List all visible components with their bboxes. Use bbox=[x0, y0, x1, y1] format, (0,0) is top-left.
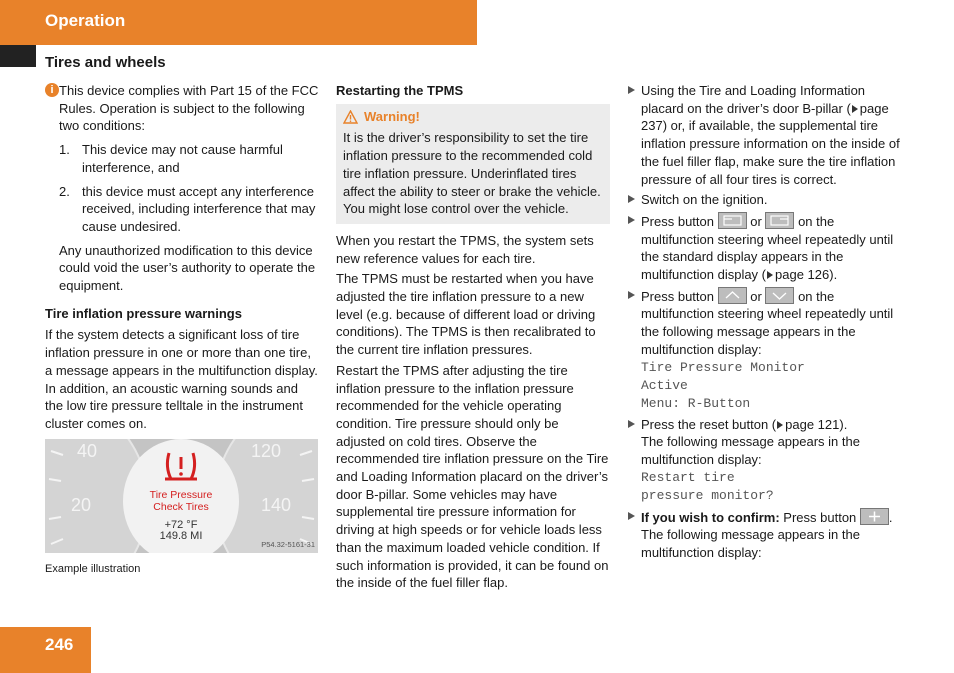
step-text: on the multifunction steering wheel repeatedly until the following message appears in the multifunction display: bbox=[641, 288, 894, 357]
display-message-block bbox=[641, 359, 902, 413]
restart-heading: Restarting the TPMS bbox=[336, 83, 464, 98]
list-item-number: 2. bbox=[59, 183, 70, 199]
warning-title: Warning! bbox=[364, 108, 420, 124]
column-right bbox=[627, 82, 902, 565]
step-text: Press button bbox=[641, 288, 714, 304]
step-text: Using the Tire and Loading Information placard on the driver’s door B-pillar ( bbox=[641, 83, 866, 116]
warning-triangle-icon bbox=[343, 110, 358, 124]
page-number: 246 bbox=[45, 635, 74, 654]
section-marker bbox=[0, 45, 36, 67]
gauge-label: 20 bbox=[71, 494, 92, 515]
list-item-number: 1. bbox=[59, 142, 70, 158]
illustration-caption: Example illustration bbox=[45, 562, 141, 575]
confirm-row bbox=[860, 508, 893, 527]
restart-para-3: Restart the TPMS after adjusting the tire inflation pressure to the inflation pressure recommended for the vehicle operating condition. Tire pressure should only be adjusted on cold tires. Observe the recommended tire inflation pressure on the Tire and Loading Information placard on the driver’s door B-pillar. Some vehicles may have supplemental tire pressure information for driving at high speeds or for vehicle loads less than the maximum loaded vehicle condition. If such information is provided, it can be found on the inside of the fuel filler flap. bbox=[336, 362, 609, 591]
step-text: . bbox=[888, 509, 893, 525]
display-line: Tire Pressure Monitor bbox=[641, 359, 805, 375]
bullet-arrow-icon bbox=[628, 512, 635, 520]
page-ref-arrow-icon bbox=[767, 271, 773, 279]
step-text: Press button bbox=[783, 509, 857, 525]
section-title: Tires and wheels bbox=[45, 54, 166, 71]
step-text: Press button bbox=[641, 213, 714, 229]
page-ref-arrow-icon bbox=[852, 105, 858, 113]
display-line: pressure monitor? bbox=[641, 487, 774, 503]
step-text: ). bbox=[829, 267, 838, 283]
info-outro: Any unauthorized modification to this device could void the user’s authority to operate the equipment. bbox=[59, 242, 316, 294]
display-message-line2: Check Tires bbox=[153, 500, 209, 513]
step-tpms-menu bbox=[627, 287, 902, 413]
warnings-paragraph: If the system detects a significant loss of tire inflation pressure in one or more than one tire, a message appears in the multifunction display. In addition, an acoustic warning sounds and the low tire pressure telltale in the instrument cluster comes on. bbox=[45, 327, 318, 431]
list-item bbox=[59, 183, 319, 236]
plus-button-icon bbox=[860, 508, 889, 525]
step-text: Press the reset button ( bbox=[641, 416, 777, 432]
mileage-readout: 149.8 MI bbox=[159, 529, 203, 542]
info-icon: i bbox=[45, 83, 59, 97]
page-ref-link[interactable]: page 121 bbox=[785, 416, 840, 432]
gauge-label: 140 bbox=[261, 494, 292, 515]
warning-title-row bbox=[343, 108, 604, 126]
step-check-pressure bbox=[627, 82, 902, 188]
warning-text: It is the driver’s responsibility to set the tire inflation pressure to the recommended cold tire inflation pressure. Underinflated tires affect the ability to steer or brake the vehicle. You might lose control over the vehicle. bbox=[343, 130, 601, 217]
step-text: Switch on the ignition. bbox=[641, 192, 768, 208]
column-middle bbox=[336, 82, 610, 595]
column-left bbox=[45, 82, 319, 578]
page-ref-link[interactable]: page 126 bbox=[775, 267, 830, 283]
step-reset-button bbox=[627, 416, 902, 505]
restart-para-1: When you restart the TPMS, the system sets new reference values for each tire. bbox=[336, 232, 594, 266]
step-text: or bbox=[750, 213, 762, 229]
restart-para-2: The TPMS must be restarted when you have adjusted the tire inflation pressure to a new level (e.g. because of different load or driving conditions). The TPMS is then recalibrated to the current tire inflation pressures. bbox=[336, 271, 596, 358]
subheading-warnings: Tire inflation pressure warnings bbox=[45, 305, 242, 321]
step-standard-display bbox=[627, 212, 902, 284]
warning-box bbox=[336, 104, 610, 224]
step-follow-text: The following message appears in the multifunction display: bbox=[641, 527, 860, 561]
previous-display-button-icon bbox=[765, 212, 794, 229]
list-item-text: this device must accept any interference received, including interference that may cause undesired. bbox=[82, 183, 316, 234]
bullet-arrow-icon bbox=[628, 195, 635, 203]
scroll-down-button-icon bbox=[765, 287, 794, 304]
step-bold-text: If you wish to confirm: bbox=[641, 509, 780, 525]
step-text: or bbox=[750, 288, 762, 304]
instrument-cluster-illustration bbox=[45, 439, 318, 553]
display-line: Restart tire bbox=[641, 469, 735, 485]
page-ref-link[interactable]: page 237 bbox=[641, 100, 889, 134]
step-ignition bbox=[627, 191, 902, 209]
display-line: Active bbox=[641, 377, 688, 393]
display-message-line1: Tire Pressure bbox=[149, 488, 213, 501]
bullet-arrow-icon bbox=[628, 216, 635, 224]
display-message-block bbox=[641, 469, 902, 505]
step-follow-text: The following message appears in the multifunction display: bbox=[641, 434, 860, 467]
step-confirm bbox=[627, 508, 902, 562]
bullet-arrow-icon bbox=[628, 420, 635, 428]
gauge-label: 40 bbox=[77, 440, 98, 461]
conditions-list bbox=[59, 141, 319, 236]
page-ref-arrow-icon bbox=[777, 421, 783, 429]
gauge-label: 120 bbox=[251, 440, 282, 461]
step-text: on the multifunction steering wheel repeatedly until the standard display appears in the multifunction display ( bbox=[641, 213, 894, 283]
bullet-arrow-icon bbox=[628, 291, 635, 299]
list-item-text: This device may not cause harmful interference, and bbox=[82, 142, 283, 175]
info-intro: This device complies with Part 15 of the FCC Rules. Operation is subject to the following two conditions: bbox=[59, 83, 319, 134]
list-item bbox=[59, 141, 319, 176]
next-display-button-icon bbox=[718, 212, 747, 229]
info-note bbox=[45, 82, 319, 135]
illustration-ref-code: P54.32-5161-31 bbox=[261, 539, 315, 549]
temperature-readout: +72 °F bbox=[164, 518, 198, 531]
display-line: Menu: R-Button bbox=[641, 395, 751, 411]
bullet-arrow-icon bbox=[628, 86, 635, 94]
scroll-up-button-icon bbox=[718, 287, 747, 304]
chapter-title: Operation bbox=[45, 11, 126, 30]
step-text: ) or, if available, the supplemental tire inflation pressure information on the inside of the fuel filler flap, make sure the tire inflation pressure of all four tires is correct. bbox=[641, 118, 900, 187]
step-text: ). bbox=[839, 416, 848, 432]
